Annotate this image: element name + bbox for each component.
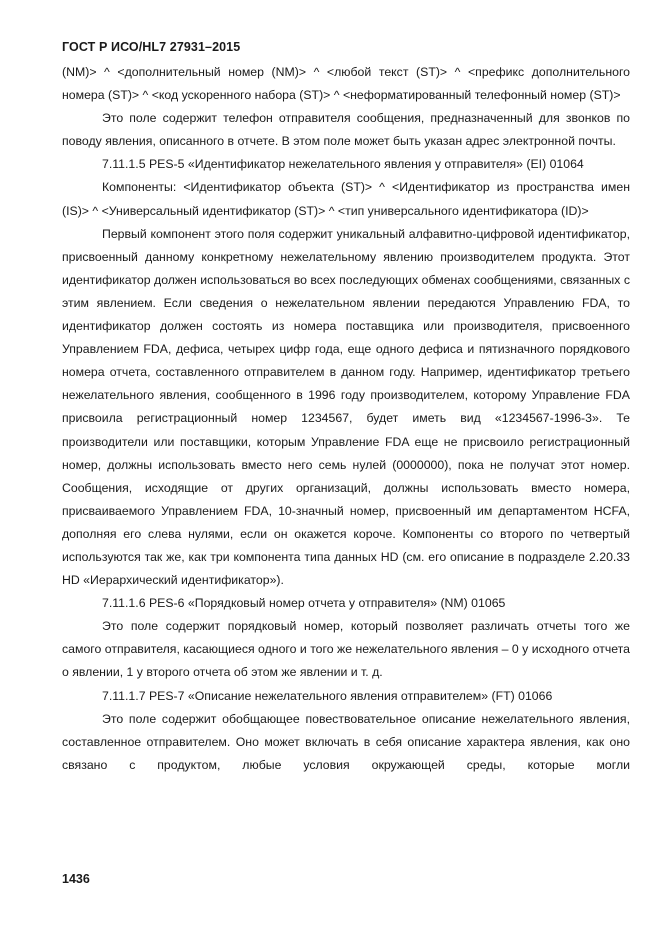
document-header: ГОСТ Р ИСО/HL7 27931–2015 [62, 40, 241, 54]
paragraph: Это поле содержит телефон отправителя сообщения, предназначенный для звонков по поводу явления, описанного в отчете. В этом поле может быть указан адрес электронной почты. [62, 111, 630, 149]
paragraph: Это поле содержит обобщающее повествовательное описание нежелательного явления, составленное отправителем. Оно может включать в себя описание характера явления, как оно связано с продуктом, любые условия окружающей среды, которые могли [62, 711, 630, 772]
page-number: 1436 [62, 872, 90, 886]
paragraph: Первый компонент этого поля содержит уникальный алфавитно-цифровой идентификатор, присвоенный данному конкретному нежелательному явлению производителем продукта. Этот идентификатор должен использоваться во всех последующих обменах сообщениями, связанных с этим явлением. Если сведения о нежелательном явлении передаются Управлению FDA, то идентификатор должен состоять из номера поставщика или производителя, присвоенного Управлением FDA, дефиса, четырех цифр года, еще одного дефиса и пятизначного порядкового номера отчета, составленного отправителем в данном году. Например, идентификатор третьего нежелательного явления, сообщенного в 1996 году производителем, которому Управление FDA присвоила регистрационный номер 1234567, будет иметь вид «1234567-1996-3». Те производители или поставщики, которым Управление FDA еще не присвоило регистрационный номер, должны использовать вместо него семь нулей (0000000), пока не получат этот номер. Сообщения, исходящие от других организаций, должны использовать вместо номера, присваиваемого Управлением FDA, 10-значный номер, присвоенный им департаментом HCFA, дополняя его слева нулями, если он окажется короче. Компоненты со второго по четвертый используются так же, как три компонента типа данных HD (см. его описание в подразделе 2.20.33 HD «Иерархический идентификатор»). [62, 226, 630, 588]
paragraph-continuation: (NM)> ^ <дополнительный номер (NM)> ^ <любой текст (ST)> ^ <префикс дополнительного номера (ST)> ^ <код ускоренного набора (ST)> ^ <неформатированный телефонный номер (ST)> [62, 65, 630, 103]
section-heading: 7.11.1.5 PES-5 «Идентификатор нежелательного явления у отправителя» (EI) 01064 [102, 157, 584, 172]
section-heading: 7.11.1.6 PES-6 «Порядковый номер отчета у отправителя» (NM) 01065 [102, 596, 506, 611]
section-heading: 7.11.1.7 PES-7 «Описание нежелательного явления отправителем» (FT) 01066 [102, 688, 553, 703]
document-body [62, 61, 630, 777]
paragraph: Компоненты: <Идентификатор объекта (ST)> ^ <Идентификатор из пространства имен (IS)> ^ <Универсальный идентификатор (ST)> ^ <тип универсального идентификатора (ID)> [62, 180, 630, 218]
paragraph: Это поле содержит порядковый номер, который позволяет различать отчеты того же самого отправителя, касающиеся одного и того же нежелательного явления – 0 у исходного отчета о явлении, 1 у второго отчета об этом же явлении и т. д. [62, 619, 630, 680]
